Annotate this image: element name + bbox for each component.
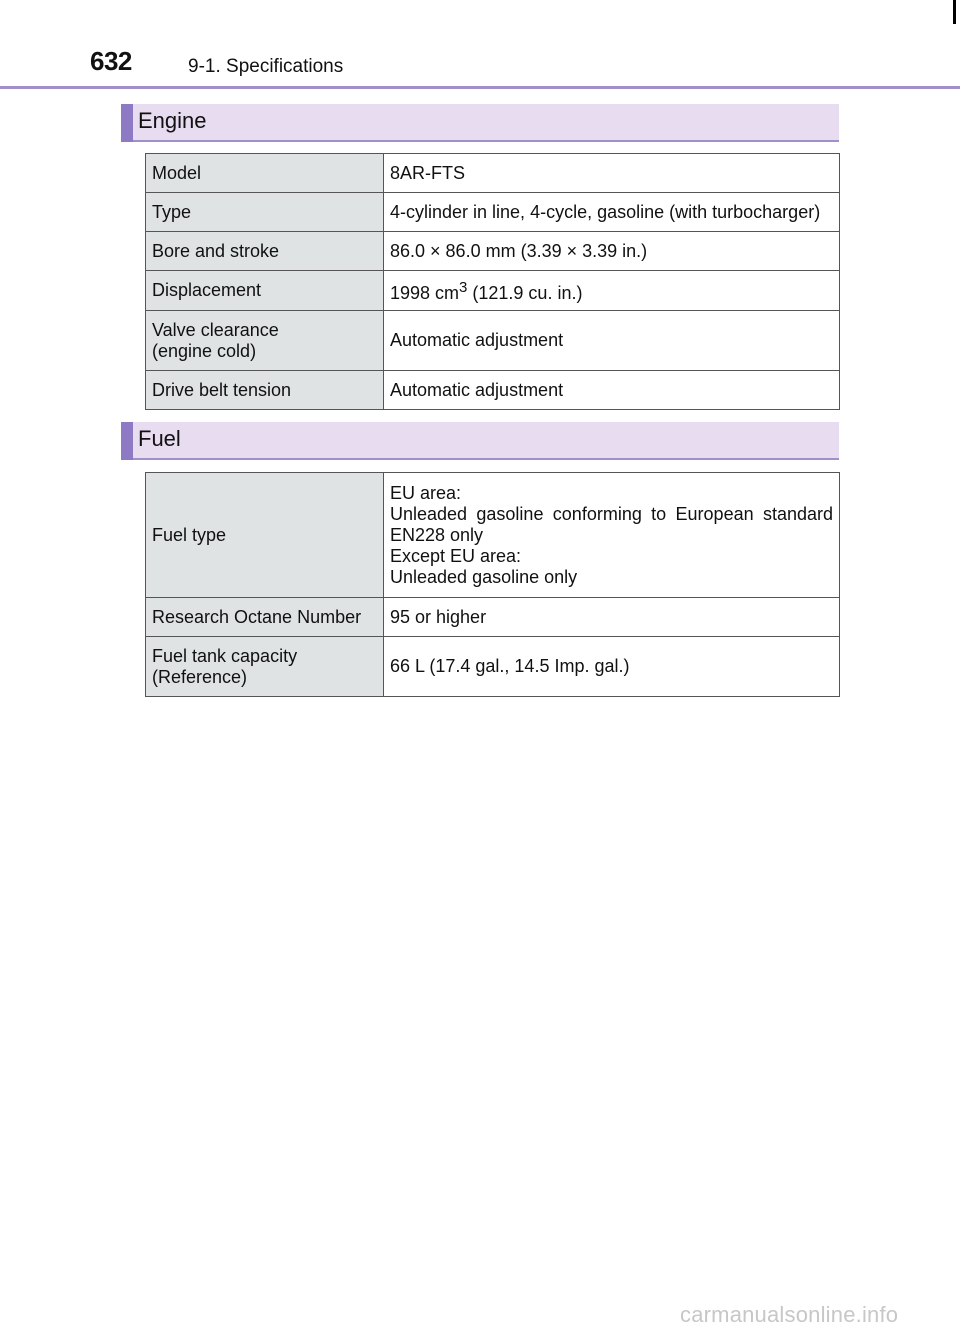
fuel-type-line: EU area: bbox=[390, 482, 462, 503]
spec-value bbox=[384, 271, 840, 311]
displacement-inches: (121.9 cu. in.) bbox=[467, 283, 583, 303]
table-row bbox=[146, 232, 840, 271]
spec-value: 8AR-FTS bbox=[384, 154, 840, 193]
section-fuel-header bbox=[121, 422, 839, 460]
section-title-fuel: Fuel bbox=[138, 426, 181, 451]
section-accent bbox=[121, 422, 133, 460]
spec-label: Fuel type bbox=[146, 473, 384, 598]
fuel-type-line: Unleaded gasoline conforming to European standard EN228 only bbox=[390, 503, 833, 545]
spec-value: 4-cylinder in line, 4-cycle, gasoline (with turbocharger) bbox=[384, 193, 840, 232]
table-row bbox=[146, 271, 840, 311]
table-row bbox=[146, 311, 840, 371]
spec-label-line: Valve clearance bbox=[152, 319, 279, 340]
fuel-type-line: Except EU area: bbox=[390, 545, 522, 566]
spec-value: Automatic adjustment bbox=[384, 311, 840, 371]
table-row bbox=[146, 193, 840, 232]
table-row bbox=[146, 637, 840, 697]
spec-label-line: (engine cold) bbox=[152, 340, 257, 361]
table-row bbox=[146, 154, 840, 193]
displacement-superscript: 3 bbox=[459, 279, 468, 296]
corner-mark bbox=[953, 0, 956, 24]
spec-value: 66 L (17.4 gal., 14.5 Imp. gal.) bbox=[384, 637, 840, 697]
spec-label-line: Fuel tank capacity bbox=[152, 645, 298, 666]
spec-value: 86.0 × 86.0 mm (3.39 × 3.39 in.) bbox=[384, 232, 840, 271]
section-accent bbox=[121, 104, 133, 142]
spec-label bbox=[146, 311, 384, 371]
spec-label: Drive belt tension bbox=[146, 371, 384, 410]
page-number: 632 bbox=[90, 46, 132, 76]
table-row bbox=[146, 371, 840, 410]
spec-value: Automatic adjustment bbox=[384, 371, 840, 410]
spec-label: Displacement bbox=[146, 271, 384, 311]
fuel-type-line: Unleaded gasoline only bbox=[390, 566, 578, 587]
fuel-spec-table bbox=[145, 472, 840, 697]
spec-label: Bore and stroke bbox=[146, 232, 384, 271]
section-title-engine: Engine bbox=[138, 108, 207, 133]
table-row bbox=[146, 473, 840, 598]
spec-value bbox=[384, 473, 840, 598]
engine-spec-table bbox=[145, 153, 840, 410]
chapter-title: 9-1. Specifications bbox=[188, 56, 344, 77]
table-row bbox=[146, 598, 840, 637]
spec-value: 95 or higher bbox=[384, 598, 840, 637]
spec-label: Type bbox=[146, 193, 384, 232]
page-header bbox=[0, 0, 960, 89]
spec-label: Research Octane Number bbox=[146, 598, 384, 637]
spec-label-line: (Reference) bbox=[152, 666, 248, 687]
section-engine-header bbox=[121, 104, 839, 142]
spec-label bbox=[146, 637, 384, 697]
displacement-value: 1998 cm bbox=[390, 283, 460, 303]
watermark: carmanualsonline.info bbox=[680, 1302, 899, 1327]
spec-label: Model bbox=[146, 154, 384, 193]
